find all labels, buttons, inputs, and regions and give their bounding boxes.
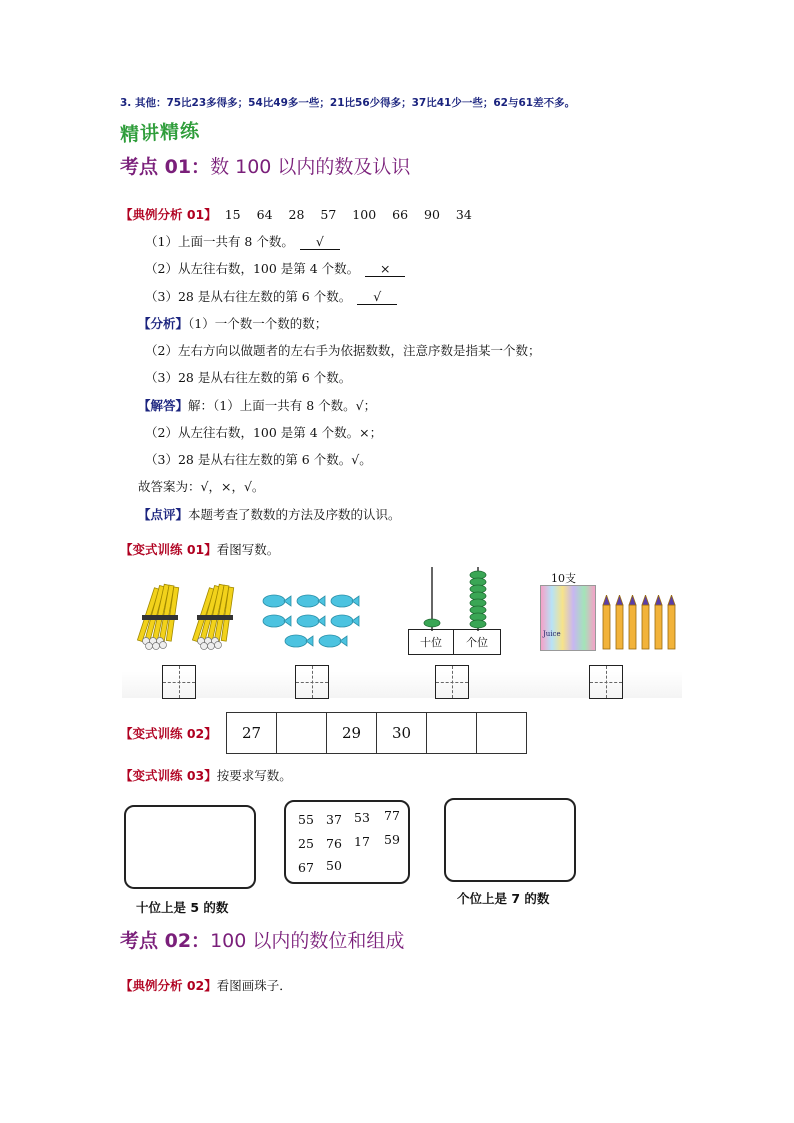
variant-01-text: 看图写数。 <box>216 542 280 557</box>
kaodian-01-heading <box>120 152 410 179</box>
pool-number: 25 <box>298 836 314 851</box>
pool-number: 53 <box>354 810 370 825</box>
kaodian-02-label: 考点 02： <box>120 930 211 952</box>
answer-2: （2）从左往右数，100 是第 4 个数。×； <box>145 425 383 440</box>
comment <box>138 505 401 523</box>
abacus-tens-label: 十位 <box>408 629 454 655</box>
number-pool-box <box>284 800 410 884</box>
variant-02-header <box>120 724 217 742</box>
ones-seven-caption: 个位上是 7 的数 <box>457 891 550 906</box>
number-item: 64 <box>256 207 273 222</box>
analysis-2: （2）左右方向以做题者的左右手为依据数数，注意序数是指某一个数； <box>145 343 541 358</box>
variant-03-text: 按要求写数。 <box>216 768 292 783</box>
pens-box-icon <box>540 585 596 651</box>
answer-grid-box[interactable] <box>435 665 469 699</box>
number-item: 66 <box>392 207 409 222</box>
pool-number: 17 <box>354 834 370 849</box>
sequence-cell: 27 <box>227 713 277 754</box>
answer-grid-box[interactable] <box>162 665 196 699</box>
pool-number: 67 <box>298 860 314 875</box>
example-02-header <box>120 976 292 994</box>
variant-03-figure <box>118 790 580 916</box>
question-2 <box>145 259 405 277</box>
final-answer: 故答案为：√，×，√。 <box>138 479 265 494</box>
abacus-rods-icon <box>408 565 504 631</box>
number-item: 90 <box>424 207 440 222</box>
number-item: 100 <box>352 207 377 222</box>
abacus-ones-label: 个位 <box>453 629 501 655</box>
example-01-tag: 【典例分析 01】 <box>120 207 217 222</box>
variant-03-tag: 【变式训练 03】 <box>120 768 217 783</box>
variant-01-tag: 【变式训练 01】 <box>120 542 217 557</box>
fish-group-icon <box>258 591 370 653</box>
kaodian-02-title: 100 以内的数位和组成 <box>210 930 405 952</box>
tens-five-caption: 十位上是 5 的数 <box>136 900 229 915</box>
stick-bundles-icon <box>132 579 242 654</box>
question-2-text: （2）从左往右数，100 是第 4 个数。 <box>145 261 360 276</box>
pens-group <box>537 565 682 657</box>
top-note: 3. 其他：75比23多得多；54比49多一些；21比56少得多；37比41少一些；62与61差不多。 <box>120 97 576 109</box>
loose-pencils-icon <box>601 595 681 651</box>
question-3-answer: √ <box>357 289 397 305</box>
analysis-3: （3）28 是从右往左数的第 6 个数。 <box>145 370 352 385</box>
answer-tag: 【解答】 <box>138 398 189 413</box>
analysis-1-text: （1）一个数一个数的数； <box>188 316 328 331</box>
pool-number: 55 <box>298 812 314 827</box>
question-1-text: （1）上面一共有 8 个数。 <box>145 234 294 249</box>
question-1-answer: √ <box>300 234 340 250</box>
number-item: 15 <box>224 207 241 222</box>
variant-01-header <box>120 540 279 558</box>
sequence-cell-blank[interactable] <box>277 713 327 754</box>
example-01-header <box>120 205 484 223</box>
answer-1-text: 解：（1）上面一共有 8 个数。√； <box>188 398 377 413</box>
example-02-tag: 【典例分析 02】 <box>120 978 217 993</box>
sequence-cell: 30 <box>377 713 427 754</box>
question-3-text: （3）28 是从右往左数的第 6 个数。 <box>145 289 352 304</box>
kaodian-01-title: 数 100 以内的数及认识 <box>210 156 411 178</box>
answer-1 <box>138 396 376 414</box>
example-01-numbers <box>225 207 484 222</box>
sequence-cell: 29 <box>327 713 377 754</box>
pool-number: 37 <box>326 812 342 827</box>
comment-tag: 【点评】 <box>138 507 189 522</box>
ones-seven-answer-box[interactable] <box>444 798 576 882</box>
variant-02-tag: 【变式训练 02】 <box>120 726 217 741</box>
question-1 <box>145 232 340 250</box>
kaodian-02-heading <box>120 926 404 953</box>
question-3 <box>145 287 397 305</box>
abacus <box>408 565 504 657</box>
analysis-tag: 【分析】 <box>138 316 189 331</box>
sequence-cell-blank[interactable] <box>427 713 477 754</box>
variant-01-figure <box>122 565 682 698</box>
kaodian-01-label: 考点 01： <box>120 156 211 178</box>
question-2-answer: × <box>365 261 405 277</box>
number-sequence-table <box>226 712 527 754</box>
pool-number: 77 <box>384 808 400 823</box>
number-item: 34 <box>455 207 472 222</box>
analysis-1 <box>138 314 327 332</box>
tens-five-answer-box[interactable] <box>124 805 256 889</box>
sequence-cell-blank[interactable] <box>477 713 527 754</box>
variant-03-header <box>120 766 292 784</box>
section-heading: 精讲精练 <box>119 119 201 147</box>
pool-number: 76 <box>326 836 342 851</box>
pool-number: 50 <box>326 858 342 873</box>
answer-grid-box[interactable] <box>295 665 329 699</box>
answer-grid-box[interactable] <box>589 665 623 699</box>
juice-label: Juice <box>543 630 561 638</box>
example-02-text: 看图画珠子． <box>216 978 292 993</box>
answer-3: （3）28 是从右往左数的第 6 个数。√。 <box>145 452 372 467</box>
comment-text: 本题考查了数数的方法及序数的认识。 <box>188 507 401 522</box>
pens-count-label: 10支 <box>551 572 576 585</box>
number-item: 28 <box>288 207 305 222</box>
pool-number: 59 <box>384 832 400 847</box>
number-item: 57 <box>320 207 337 222</box>
